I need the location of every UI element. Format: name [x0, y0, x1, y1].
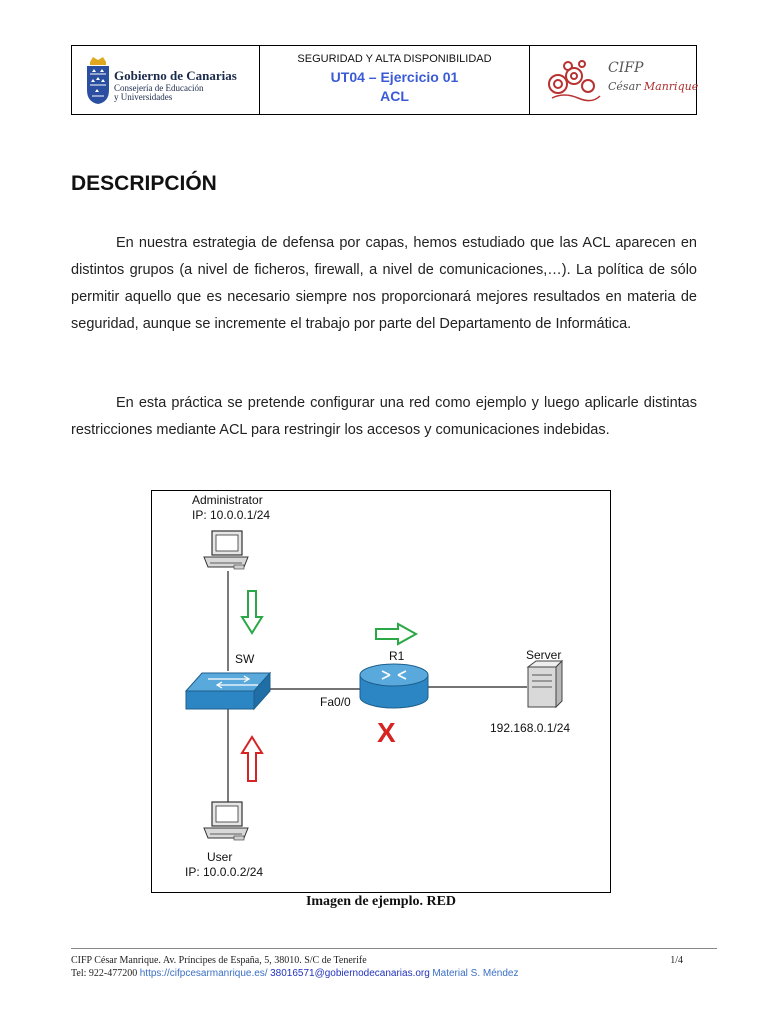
allowed-right-arrow-icon — [376, 624, 416, 644]
switch-label: SW — [235, 652, 255, 666]
unit-title: UT04 – Ejercicio 01 — [330, 69, 459, 85]
admin-ip-label: IP: 10.0.0.1/24 — [192, 508, 271, 522]
school-logo-icon — [544, 56, 608, 106]
paragraph-2 — [71, 390, 697, 444]
footer-contact-line — [71, 967, 711, 980]
school-logo-cell — [530, 46, 699, 114]
paragraph-2-text: En esta práctica se pretende configurar una red como ejemplo y luego aplicarle distintas restricciones mediante ACL para restringir los accesos y comunicaciones indebidas. — [71, 395, 697, 438]
school-logo-last-name: Manrique — [643, 80, 699, 93]
figure-caption: Imagen de ejemplo. RED — [305, 894, 457, 909]
school-logo-first-name: César — [608, 80, 641, 93]
router-label: R1 — [389, 649, 405, 663]
page-footer — [71, 954, 711, 980]
interface-label: Fa0/0 — [320, 695, 351, 709]
org-department — [114, 84, 203, 102]
canarias-crest-icon — [84, 54, 112, 106]
footer-address: CIFP César Manrique. Av. Príncipes de España, 5, 38010. S/C de Tenerife — [71, 955, 367, 966]
subject-title: SEGURIDAD Y ALTA DISPONIBILIDAD — [297, 53, 492, 65]
admin-name-label: Administrator — [192, 493, 263, 507]
footer-phone: Tel: 922-477200 — [71, 968, 138, 979]
network-diagram — [151, 490, 611, 893]
school-logo-name — [608, 80, 698, 93]
topic-title: ACL — [380, 88, 409, 104]
allowed-down-arrow-icon — [242, 591, 262, 633]
org-department-line-1: Consejería de Educación — [114, 83, 204, 93]
user-name-label: User — [207, 850, 233, 864]
denied-up-arrow-icon — [242, 737, 262, 781]
server-icon — [528, 661, 562, 707]
course-info-cell — [260, 46, 530, 114]
government-logo-cell — [72, 46, 260, 114]
page-number: 1/4 — [670, 955, 683, 966]
user-computer-icon — [204, 802, 248, 840]
paragraph-1 — [71, 230, 697, 338]
org-department-line-2: y Universidades — [114, 92, 173, 102]
router-icon — [360, 664, 428, 708]
admin-computer-icon — [204, 531, 248, 569]
switch-icon — [186, 673, 270, 709]
footer-website-link[interactable]: https://cifpcesarmanrique.es/ — [139, 968, 268, 979]
school-logo-acronym: CIFP — [608, 60, 644, 76]
network-diagram-graphics — [152, 491, 610, 892]
footer-divider — [71, 948, 717, 949]
paragraph-1-text: En nuestra estrategia de defensa por capas, hemos estudiado que las ACL aparecen en distintos grupos (a nivel de ficheros, firewall, a nivel de comunicaciones,…). La política de sólo permitir aquello que es necesario siempre nos proporcionará mejores resultados en materia de seguridad, aunque se incremente el trabajo por parte del Departamento de Informática. — [71, 235, 697, 332]
section-title: DESCRIPCIÓN — [71, 172, 217, 195]
document-header — [71, 45, 697, 115]
footer-author: Material S. Méndez — [432, 968, 519, 979]
footer-email-link[interactable]: 38016571@gobiernodecanarias.org — [270, 968, 430, 979]
org-name: Gobierno de Canarias — [114, 68, 237, 83]
user-ip-label: IP: 10.0.0.2/24 — [185, 865, 264, 879]
blocked-x-mark: X — [377, 717, 396, 748]
server-label: Server — [526, 648, 562, 662]
server-ip-label: 192.168.0.1/24 — [490, 721, 571, 735]
